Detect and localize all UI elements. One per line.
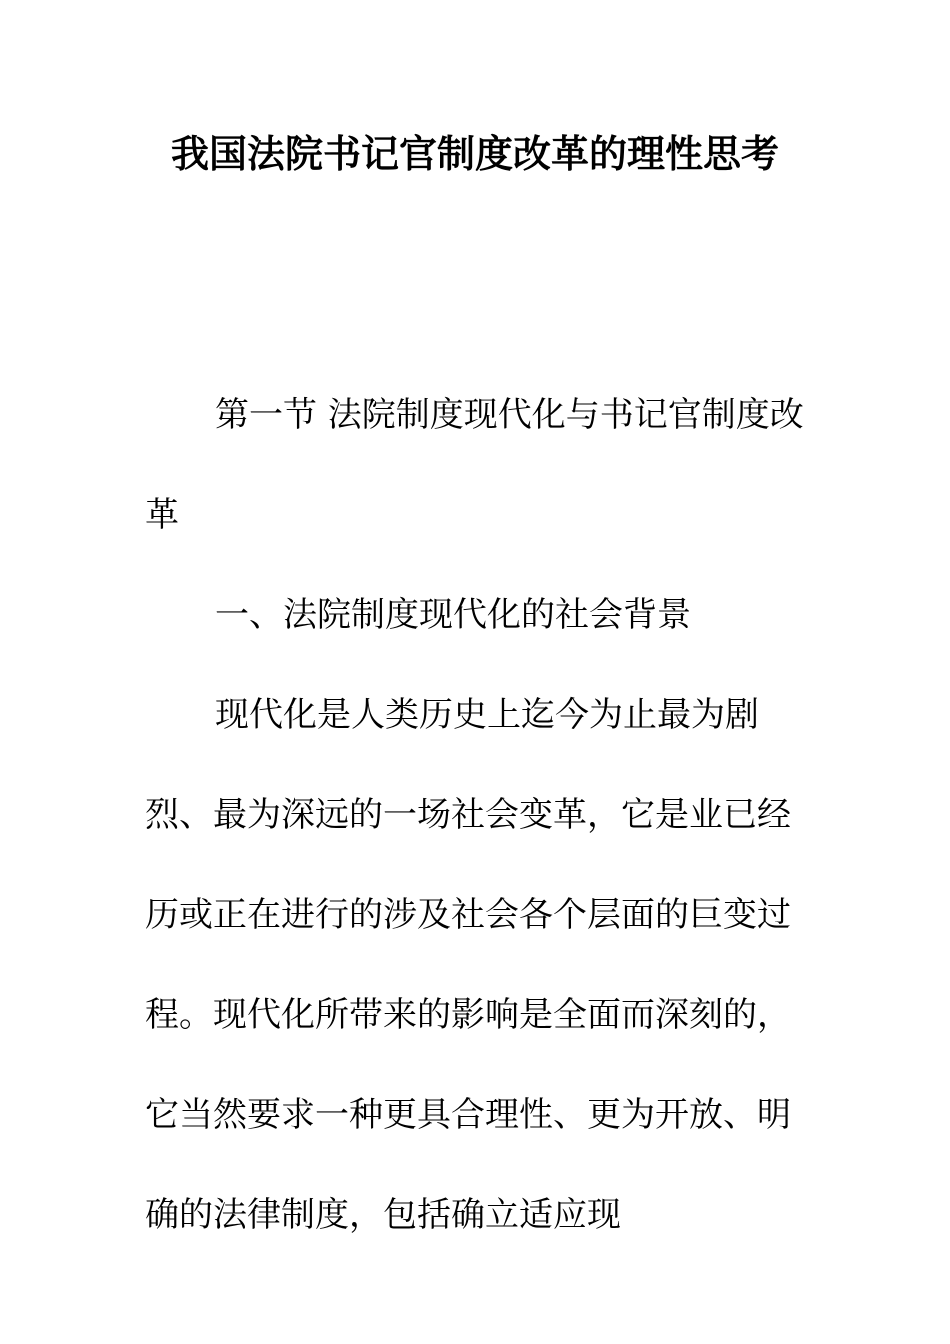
document-title: 我国法院书记官制度改革的理性思考 bbox=[170, 131, 779, 176]
subheading: 一、法院制度现代化的社会背景 bbox=[215, 595, 691, 635]
section-heading: 第一节 法院制度现代化与书记官制度改革 bbox=[145, 395, 804, 535]
document-body bbox=[145, 365, 810, 1265]
body-paragraph: 现代化是人类历史上迄今为止最为剧烈、最为深远的一场社会变革，它是业已经历或正在进行的涉及社会各个层面的巨变过程。现代化所带来的影响是全面而深刻的，它当然要求一种更具合理性、更为开放、明确的法律制度，包括确立适应现 bbox=[145, 695, 791, 1235]
